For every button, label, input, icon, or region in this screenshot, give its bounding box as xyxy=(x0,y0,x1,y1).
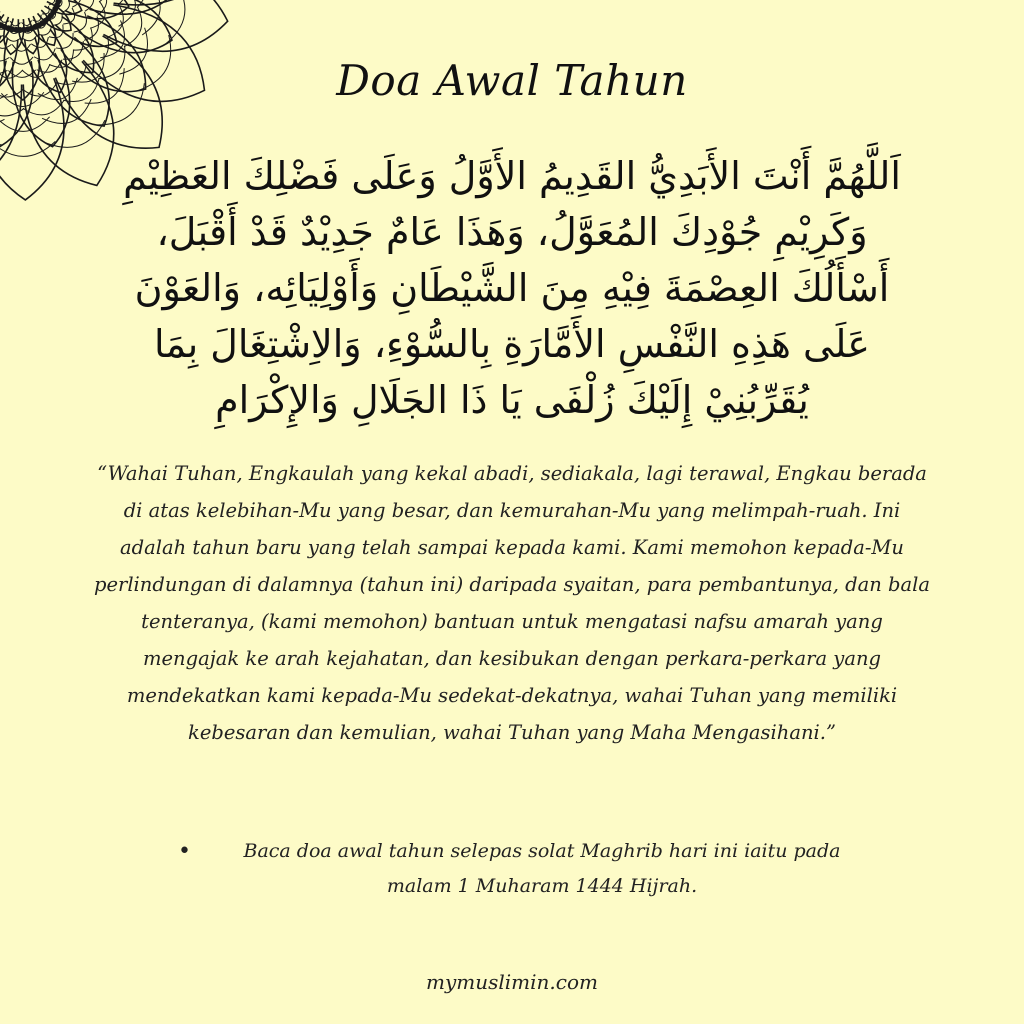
mandala-filigree xyxy=(63,0,70,12)
reading-note-text: Baca doa awal tahun selepas solat Maghrib hari ini iaitu pada malam 1 Muharam 1444 Hijrah. xyxy=(243,840,841,897)
bullet-point: • xyxy=(178,839,191,864)
mandala-filigree xyxy=(22,35,37,41)
website-footer: mymuslimin.com xyxy=(426,970,598,994)
reading-note xyxy=(178,834,878,904)
page-title: Doa Awal Tahun xyxy=(336,56,688,105)
prayer-translation: “Wahai Tuhan, Engkaulah yang kekal abadi, sediakala, lagi terawal, Engkau berada di atas kelebihan-Mu yang besar, dan kemurahan-Mu yang melimpah-ruah. Ini adalah tahun baru yang telah sampai kepada kami. Kami memohon kepada-Mu perlindungan di dalamnya (tahun ini) daripada syaitan, para pembantunya, dan bala tenteranya, (kami memohon) bantuan untuk mengatasi nafsu amarah yang mengajak ke arah kejahatan, dan kesibukan dengan perkara-perkara yang mendekatkan kami kepada-Mu sedekat-dekatnya, wahai Tuhan yang memiliki kebesaran dan kemulian, wahai Tuhan yang Maha Mengasihani.” xyxy=(93,462,931,744)
arabic-prayer-text: اَللَّهُمَّ أَنْتَ الأَبَدِيُّ القَدِيمُ الأَوَّلُ وَعَلَى فَضْلِكَ العَظِيْمِ وَكَرِيْمِ جُوْدِكَ المُعَوَّلُ، وَهَذَا عَامٌ جَدِيْدٌ قَدْ أَقْبَلَ، أَسْأَلُكَ العِصْمَةَ فِيْهِ مِنَ الشَّيْطَانِ وَأَوْلِيَائِه، وَالعَوْنَ عَلَى هَذِهِ النَّفْسِ الأَمَّارَةِ بِالسُّوْءِ، وَالاِشْتِغَالَ بِمَا يُقَرِّبُنِيْ إِلَيْكَ زُلْفَى يَا ذَا الجَلَالِ وَالإِكْرَامِ xyxy=(123,154,901,422)
mandala-filigree xyxy=(53,14,63,26)
